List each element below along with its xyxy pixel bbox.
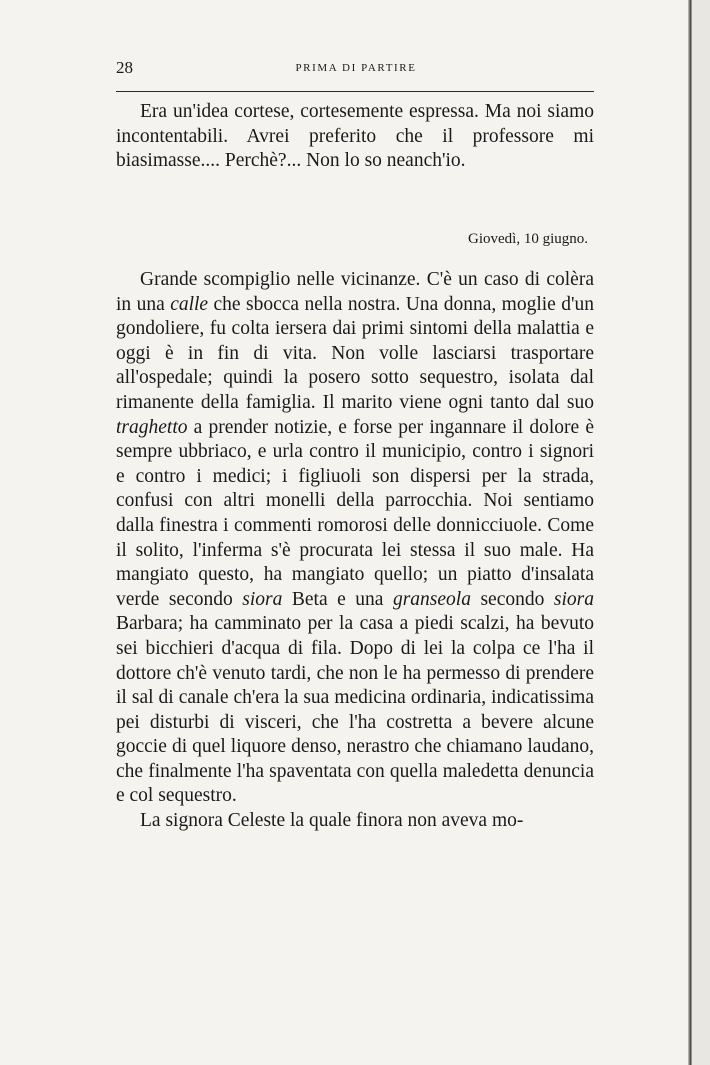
paragraph-2-seg-0: Grande scompiglio nelle vicinanze. C'è un caso di colèra in una <box>116 269 594 315</box>
text-block-main <box>116 268 594 834</box>
text-block-top <box>116 100 594 174</box>
paragraph-2-seg-5: siora <box>242 588 283 610</box>
paragraph-2-seg-8: secondo <box>470 588 554 610</box>
paragraph-2-seg-4: a prender notizie, e forse per ingannare il dolore è sempre ubbriaco, e urla contro il municipio, contro i signori e contro i medici; i figliuoli son dispersi per la strada, confusi con altri monelli della parrocchia. Noi sentiamo dalla finestra i commenti romorosi delle donnicciuole. Come il solito, l'inferma s'è procurata lei stessa il suo male. Ha mangiato questo, ha mangiato quello; un piatto d'insalata verde secondo <box>116 416 594 610</box>
paragraph-2 <box>116 268 594 809</box>
paragraph-3: La signora Celeste la quale finora non aveva mo- <box>140 810 524 832</box>
header-rule <box>116 91 594 92</box>
page-header <box>116 58 596 84</box>
dateline: Giovedì, 10 giugno. <box>468 231 588 247</box>
paragraph-2-seg-10: Barbara; ha camminato per la casa a piedi scalzi, ha bevuto sei bicchieri d'acqua di fila. Dopo di lei la colpa ce l'ha il dottore ch'è venuto tardi, che non le ha permesso di prendere il sal di canale ch'era la sua medicina ordinaria, indicatissima pei disturbi di visceri, che l'ha costretta a bevere alcune goccie di quel liquore denso, nerastro che chiamano laudano, che finalmente l'ha spaventata con quella maledetta denuncia e col sequestro. <box>116 613 594 807</box>
page-number: 28 <box>116 58 133 77</box>
paragraph-2-seg-3: traghetto <box>116 416 188 438</box>
paragraph-2-seg-9: siora <box>553 588 594 610</box>
paragraph-2-seg-2: che sbocca nella nostra. Una donna, moglie d'un gondoliere, fu colta iersera dai primi sintomi della malattia e oggi è in fin di vita. Non volle lasciarsi trasportare all'ospedale; quindi la posero sotto sequestro, isolata dal rimanente della famiglia. Il marito viene ogni tanto dal suo <box>116 293 594 413</box>
page-edge-shadow <box>688 0 692 1065</box>
running-title: PRIMA DI PARTIRE <box>295 62 417 74</box>
page-margin-right <box>692 0 710 1065</box>
paragraph-2-seg-7: granseola <box>392 588 471 610</box>
paragraph-2-seg-1: calle <box>170 293 209 315</box>
paragraph-2-seg-6: Beta e una <box>282 588 393 610</box>
paragraph-1: Era un'idea cortese, cortesemente espressa. Ma noi siamo incontentabili. Avrei preferito che il professore mi biasimasse.... Perchè?... Non lo so neanch'io. <box>116 101 594 172</box>
